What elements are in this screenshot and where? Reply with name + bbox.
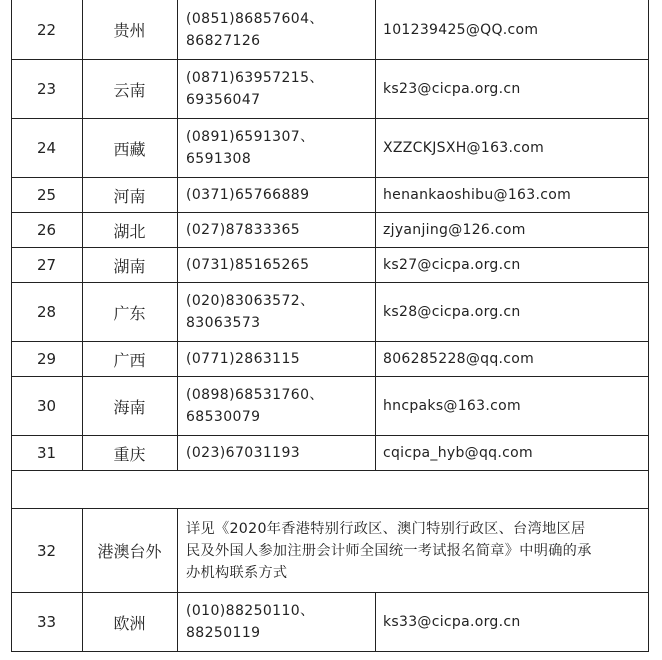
province-name: 广东 [113,303,146,323]
phone-numbers [186,348,300,370]
table-border [11,60,12,119]
table-row [11,119,649,178]
row-number: 33 [36,613,57,631]
province-name: 湖北 [113,221,146,241]
table-row [11,248,649,283]
table-row [11,509,649,593]
contact-note [177,509,649,592]
table-border [11,119,12,178]
table-border [11,471,12,509]
note-line: 民及外国人参加注册会计师全国统一考试报名简章》中明确的承 [186,542,592,559]
table-border [11,342,12,377]
row-number: 28 [36,303,57,321]
phone-cell [177,0,375,59]
column-divider [82,0,83,60]
email-address[interactable]: ks27@cicpa.org.cn [383,257,521,273]
column-divider [375,0,376,60]
province-name: 河南 [113,186,146,206]
row-number: 24 [36,139,57,157]
phone-line: 6591308 [186,151,252,167]
column-divider [177,509,178,593]
table-border [648,342,649,377]
phone-numbers [186,442,300,464]
phone-numbers [186,384,324,428]
province-name: 海南 [113,397,146,417]
column-divider [375,119,376,178]
table-border [11,509,12,593]
province-name: 欧洲 [113,613,146,633]
column-divider [82,60,83,119]
table-border [11,436,12,471]
table-row [11,0,649,60]
province-name: 云南 [113,80,146,100]
phone-line: 88250119 [186,625,261,641]
table-border [648,471,649,509]
province-name: 港澳台外 [97,542,162,561]
table-border [11,213,12,248]
row-number: 29 [36,350,57,368]
email-address[interactable]: 806285228@qq.com [383,351,535,367]
note-line: 办机构联系方式 [186,564,288,581]
phone-line: (027)87833365 [186,222,301,238]
table-row [11,178,649,213]
row-number: 31 [36,444,57,462]
column-divider [177,178,178,213]
phone-line: (0371)65766889 [186,187,310,203]
table-border [648,509,649,593]
column-divider [177,248,178,283]
row-number: 22 [36,20,57,39]
table-row [11,213,649,248]
table-border [648,593,649,652]
phone-line: (020)83063572、 [186,293,315,309]
email-address[interactable]: zjyanjing@126.com [383,222,526,238]
phone-numbers [186,8,324,52]
email-address[interactable]: hncpaks@163.com [383,398,521,414]
email-address[interactable]: henankaoshibu@163.com [383,187,572,203]
table-border [11,593,12,652]
phone-cell [177,60,375,118]
table-border [648,283,649,342]
table-row [11,283,649,342]
phone-numbers [186,126,315,170]
column-divider [177,593,178,652]
table-row [11,436,649,471]
phone-cell [177,283,375,341]
email-address[interactable]: cqicpa_hyb@qq.com [383,445,533,461]
phone-cell [177,178,375,212]
email-address[interactable]: 101239425@QQ.com [383,21,539,38]
table-row [11,342,649,377]
phone-line: 86827126 [186,32,261,49]
phone-cell [177,213,375,247]
phone-line: 68530079 [186,409,261,425]
table-border [648,0,649,60]
phone-cell [177,436,375,470]
column-divider [375,178,376,213]
column-divider [375,593,376,652]
table-border [648,248,649,283]
contact-note-text [186,518,592,584]
column-divider [82,593,83,652]
column-divider [82,283,83,342]
row-number: 25 [36,186,57,204]
column-divider [82,119,83,178]
table-row [11,377,649,436]
table-border [11,0,12,60]
email-address[interactable]: ks33@cicpa.org.cn [383,614,521,630]
phone-line: (023)67031193 [186,445,301,461]
phone-numbers [186,184,309,206]
phone-line: (0851)86857604、 [186,10,324,27]
email-address[interactable]: XZZCKJSXH@163.com [383,140,545,156]
phone-line: 69356047 [186,92,261,108]
province-name: 西藏 [113,139,146,159]
phone-cell [177,119,375,177]
column-divider [177,0,178,60]
row-number: 23 [36,80,57,98]
table-row [11,60,649,119]
row-number: 27 [36,256,57,274]
column-divider [82,436,83,471]
table-border [11,248,12,283]
column-divider [375,436,376,471]
note-line: 详见《2020年香港特别行政区、澳门特别行政区、台湾地区居 [186,520,586,537]
column-divider [375,377,376,436]
column-divider [375,283,376,342]
table-border [648,60,649,119]
blank-row [11,471,649,509]
table-border [648,436,649,471]
table-border [648,178,649,213]
table-border [11,178,12,213]
column-divider [177,60,178,119]
province-name: 重庆 [113,444,146,464]
column-divider [375,213,376,248]
table-border [648,377,649,436]
phone-line: (0891)6591307、 [186,129,315,145]
phone-numbers [186,290,315,334]
column-divider [375,248,376,283]
phone-line: (0871)63957215、 [186,70,324,86]
column-divider [82,248,83,283]
column-divider [177,436,178,471]
province-name: 贵州 [113,21,146,40]
row-number: 30 [36,397,57,415]
column-divider [82,213,83,248]
phone-line: (0771)2863115 [186,351,301,367]
phone-numbers [186,219,300,241]
column-divider [177,213,178,248]
phone-numbers [186,254,309,276]
column-divider [177,119,178,178]
column-divider [82,342,83,377]
province-name: 广西 [113,350,146,370]
column-divider [177,283,178,342]
phone-cell [177,377,375,435]
phone-cell [177,248,375,282]
column-divider [375,60,376,119]
table-border [11,283,12,342]
table-border [648,213,649,248]
row-number: 32 [36,541,57,560]
email-address[interactable]: ks28@cicpa.org.cn [383,304,521,320]
table-border [648,119,649,178]
email-address[interactable]: ks23@cicpa.org.cn [383,81,521,97]
table-border [11,377,12,436]
phone-cell [177,342,375,376]
column-divider [177,377,178,436]
column-divider [375,342,376,377]
table-row [11,593,649,652]
row-number: 26 [36,221,57,239]
phone-numbers [186,67,324,111]
contact-table [11,0,649,649]
column-divider [82,178,83,213]
phone-line: (0898)68531760、 [186,387,324,403]
phone-numbers [186,600,315,644]
phone-cell [177,593,375,651]
phone-line: 83063573 [186,315,261,331]
phone-line: (0731)85165265 [186,257,310,273]
column-divider [82,377,83,436]
column-divider [177,342,178,377]
province-name: 湖南 [113,256,146,276]
column-divider [82,509,83,593]
phone-line: (010)88250110、 [186,603,315,619]
